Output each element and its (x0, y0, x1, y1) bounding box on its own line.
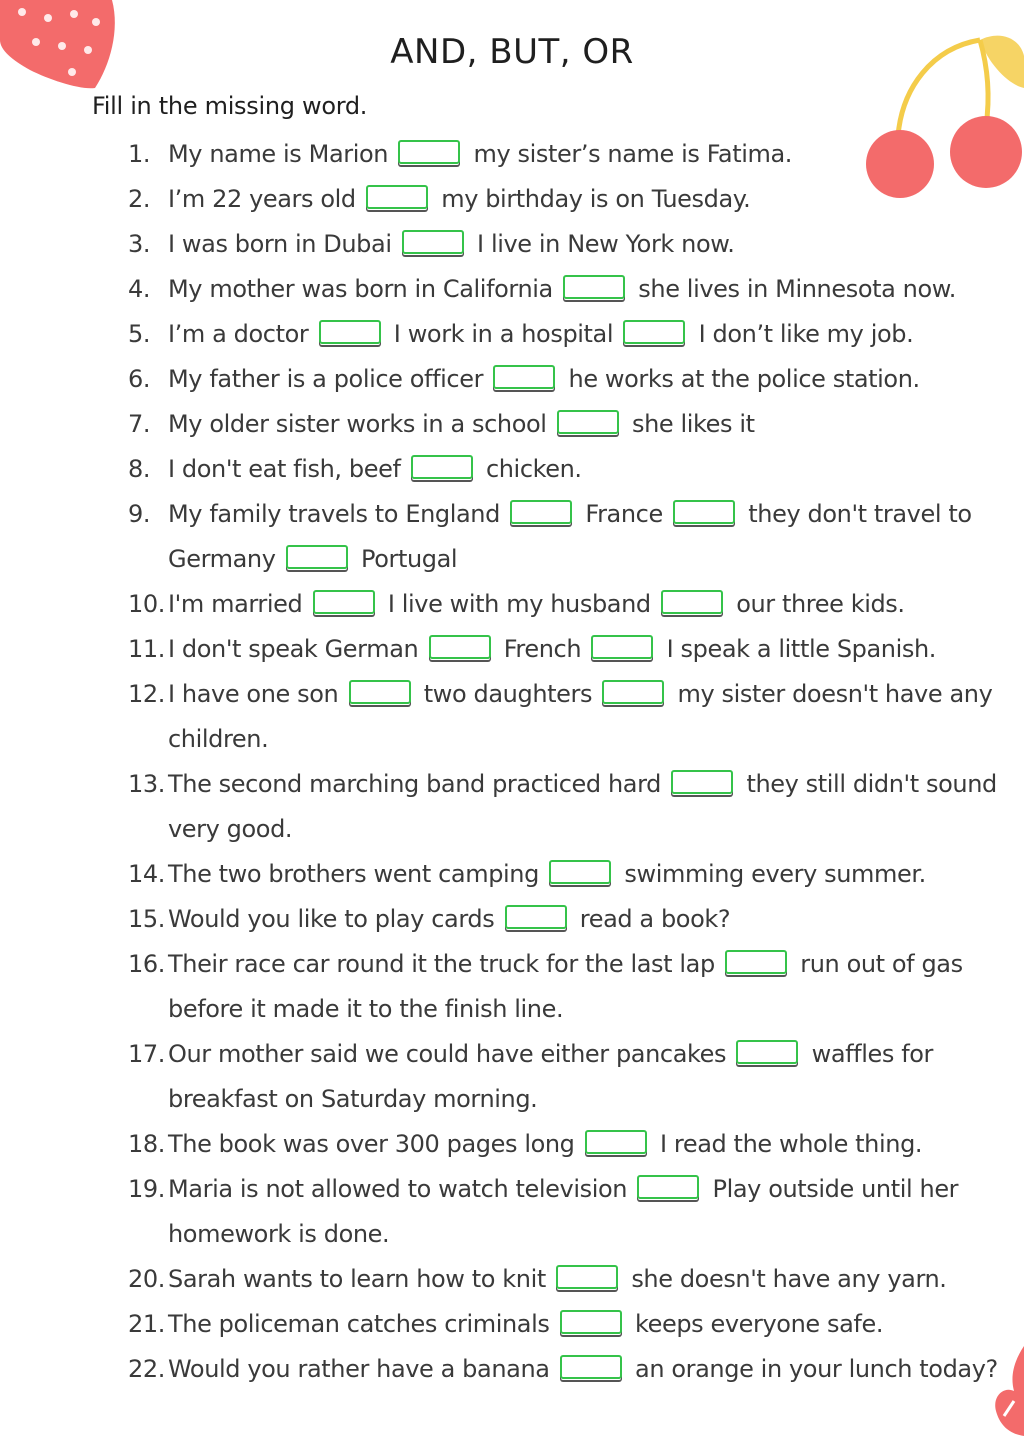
question-text-segment: my sister’s name is Fatima. (466, 140, 793, 168)
question-item (128, 1122, 1018, 1167)
question-number: 1. (128, 140, 151, 168)
question-text-segment: Would you like to play cards (168, 905, 502, 933)
question-number: 22. (128, 1355, 165, 1383)
answer-blank-input[interactable] (319, 320, 381, 344)
question-text-segment: two daughters (416, 680, 600, 708)
question-text-segment: My name is Marion (168, 140, 396, 168)
question-item (128, 447, 1018, 492)
question-number: 18. (128, 1130, 165, 1158)
question-text-segment: France (578, 500, 671, 528)
question-text-segment: Maria is not allowed to watch television (168, 1175, 635, 1203)
question-text-segment: The second marching band practiced hard (168, 770, 669, 798)
question-text-segment: waffles for breakfast on Saturday morning. (168, 1040, 933, 1113)
question-item (128, 1302, 1018, 1347)
question-item (128, 177, 1018, 222)
answer-blank-input[interactable] (366, 185, 428, 209)
answer-blank-input[interactable] (349, 680, 411, 704)
answer-blank-input[interactable] (623, 320, 685, 344)
question-text (168, 762, 1018, 852)
question-item (128, 222, 1018, 267)
question-text (168, 402, 1018, 447)
question-text-segment: I don’t like my job. (691, 320, 914, 348)
question-item (128, 492, 1018, 582)
question-number: 21. (128, 1310, 165, 1338)
question-text-segment: My older sister works in a school (168, 410, 554, 438)
question-item (128, 627, 1018, 672)
question-number: 11. (128, 635, 165, 663)
question-number: 5. (128, 320, 151, 348)
question-text (168, 492, 1018, 582)
question-text-segment: I’m 22 years old (168, 185, 363, 213)
question-text (168, 312, 1018, 357)
answer-blank-input[interactable] (585, 1130, 647, 1154)
question-number: 4. (128, 275, 151, 303)
question-text-segment: I work in a hospital (386, 320, 621, 348)
question-text-segment: she doesn't have any yarn. (624, 1265, 947, 1293)
answer-blank-input[interactable] (402, 230, 464, 254)
answer-blank-input[interactable] (560, 1355, 622, 1379)
question-text-segment: swimming every summer. (617, 860, 926, 888)
question-text-segment: I live with my husband (380, 590, 658, 618)
question-item (128, 402, 1018, 447)
answer-blank-input[interactable] (671, 770, 733, 794)
answer-blank-input[interactable] (602, 680, 664, 704)
question-text-segment: I live in New York now. (469, 230, 735, 258)
question-number: 15. (128, 905, 165, 933)
question-text-segment: Their race car round it the truck for the last lap (168, 950, 723, 978)
answer-blank-input[interactable] (286, 545, 348, 569)
question-number: 12. (128, 680, 165, 708)
question-number: 9. (128, 500, 151, 528)
page-title: AND, BUT, OR (390, 32, 634, 72)
question-text (168, 1347, 1018, 1392)
question-item (128, 1032, 1018, 1122)
question-item (128, 312, 1018, 357)
question-text (168, 1122, 1018, 1167)
question-text-segment: I don't eat fish, beef (168, 455, 408, 483)
question-list (128, 132, 1018, 1392)
question-text-segment: Sarah wants to learn how to knit (168, 1265, 554, 1293)
question-text-segment: The policeman catches criminals (168, 1310, 557, 1338)
answer-blank-input[interactable] (563, 275, 625, 299)
answer-blank-input[interactable] (556, 1265, 618, 1289)
question-number: 13. (128, 770, 165, 798)
question-number: 19. (128, 1175, 165, 1203)
question-text-segment: my birthday is on Tuesday. (433, 185, 751, 213)
answer-blank-input[interactable] (560, 1310, 622, 1334)
question-item (128, 1347, 1018, 1392)
question-number: 16. (128, 950, 165, 978)
question-item (128, 897, 1018, 942)
question-number: 20. (128, 1265, 165, 1293)
question-text (168, 627, 1018, 672)
question-item (128, 582, 1018, 627)
question-text-segment: I’m a doctor (168, 320, 316, 348)
question-text-segment: The book was over 300 pages long (168, 1130, 582, 1158)
question-number: 7. (128, 410, 151, 438)
question-text-segment: our three kids. (728, 590, 905, 618)
question-text-segment: My family travels to England (168, 500, 508, 528)
question-text (168, 1032, 1018, 1122)
answer-blank-input[interactable] (505, 905, 567, 929)
question-text (168, 267, 1018, 312)
question-number: 2. (128, 185, 151, 213)
question-text (168, 1302, 1018, 1347)
question-text-segment: Would you rather have a banana (168, 1355, 557, 1383)
question-text (168, 357, 1018, 402)
question-item (128, 942, 1018, 1032)
answer-blank-input[interactable] (673, 500, 735, 524)
instruction-text: Fill in the missing word. (92, 92, 368, 120)
question-text (168, 1167, 1018, 1257)
question-text-segment: I'm married (168, 590, 310, 618)
question-text (168, 177, 1018, 222)
answer-blank-input[interactable] (661, 590, 723, 614)
question-text (168, 1257, 1018, 1302)
question-item (128, 132, 1018, 177)
question-text-segment: she likes it (624, 410, 755, 438)
question-item (128, 672, 1018, 762)
question-text-segment: chicken. (478, 455, 582, 483)
question-text-segment: The two brothers went camping (168, 860, 547, 888)
question-number: 8. (128, 455, 151, 483)
answer-blank-input[interactable] (411, 455, 473, 479)
question-text-segment: read a book? (572, 905, 731, 933)
question-text-segment: an orange in your lunch today? (627, 1355, 998, 1383)
question-text (168, 447, 1018, 492)
question-item (128, 762, 1018, 852)
question-text (168, 222, 1018, 267)
question-text-segment: I don't speak German (168, 635, 426, 663)
question-text-segment: Our mother said we could have either pancakes (168, 1040, 734, 1068)
question-text (168, 582, 1018, 627)
question-text-segment: I have one son (168, 680, 346, 708)
answer-blank-input[interactable] (736, 1040, 798, 1064)
question-text-segment: I was born in Dubai (168, 230, 399, 258)
question-text-segment: he works at the police station. (561, 365, 920, 393)
answer-blank-input[interactable] (549, 860, 611, 884)
answer-blank-input[interactable] (637, 1175, 699, 1199)
question-text-segment: they still didn't sound very good. (168, 770, 997, 843)
question-text-segment: Play outside until her homework is done. (168, 1175, 959, 1248)
question-item (128, 1257, 1018, 1302)
question-text-segment: she lives in Minnesota now. (631, 275, 956, 303)
question-text (168, 132, 1018, 177)
question-number: 10. (128, 590, 165, 618)
question-text-segment: My father is a police officer (168, 365, 491, 393)
answer-blank-input[interactable] (510, 500, 572, 524)
question-item (128, 1167, 1018, 1257)
question-text (168, 897, 1018, 942)
question-text-segment: My mother was born in California (168, 275, 561, 303)
question-text (168, 852, 1018, 897)
answer-blank-input[interactable] (493, 365, 555, 389)
answer-blank-input[interactable] (591, 635, 653, 659)
question-number: 14. (128, 860, 165, 888)
answer-blank-input[interactable] (313, 590, 375, 614)
question-number: 3. (128, 230, 151, 258)
question-item (128, 357, 1018, 402)
question-item (128, 852, 1018, 897)
question-text-segment: I speak a little Spanish. (659, 635, 937, 663)
question-text-segment: French (496, 635, 589, 663)
question-number: 6. (128, 365, 151, 393)
question-text (168, 942, 1018, 1032)
question-text-segment: keeps everyone safe. (627, 1310, 884, 1338)
question-number: 17. (128, 1040, 165, 1068)
question-text (168, 672, 1018, 762)
question-text-segment: Portugal (353, 545, 458, 573)
question-text-segment: they don't travel to Germany (168, 500, 972, 573)
question-text-segment: my sister doesn't have any children. (168, 680, 993, 753)
answer-blank-input[interactable] (429, 635, 491, 659)
answer-blank-input[interactable] (398, 140, 460, 164)
question-item (128, 267, 1018, 312)
answer-blank-input[interactable] (557, 410, 619, 434)
question-text-segment: I read the whole thing. (652, 1130, 923, 1158)
answer-blank-input[interactable] (725, 950, 787, 974)
question-text-segment: run out of gas before it made it to the finish line. (168, 950, 963, 1023)
